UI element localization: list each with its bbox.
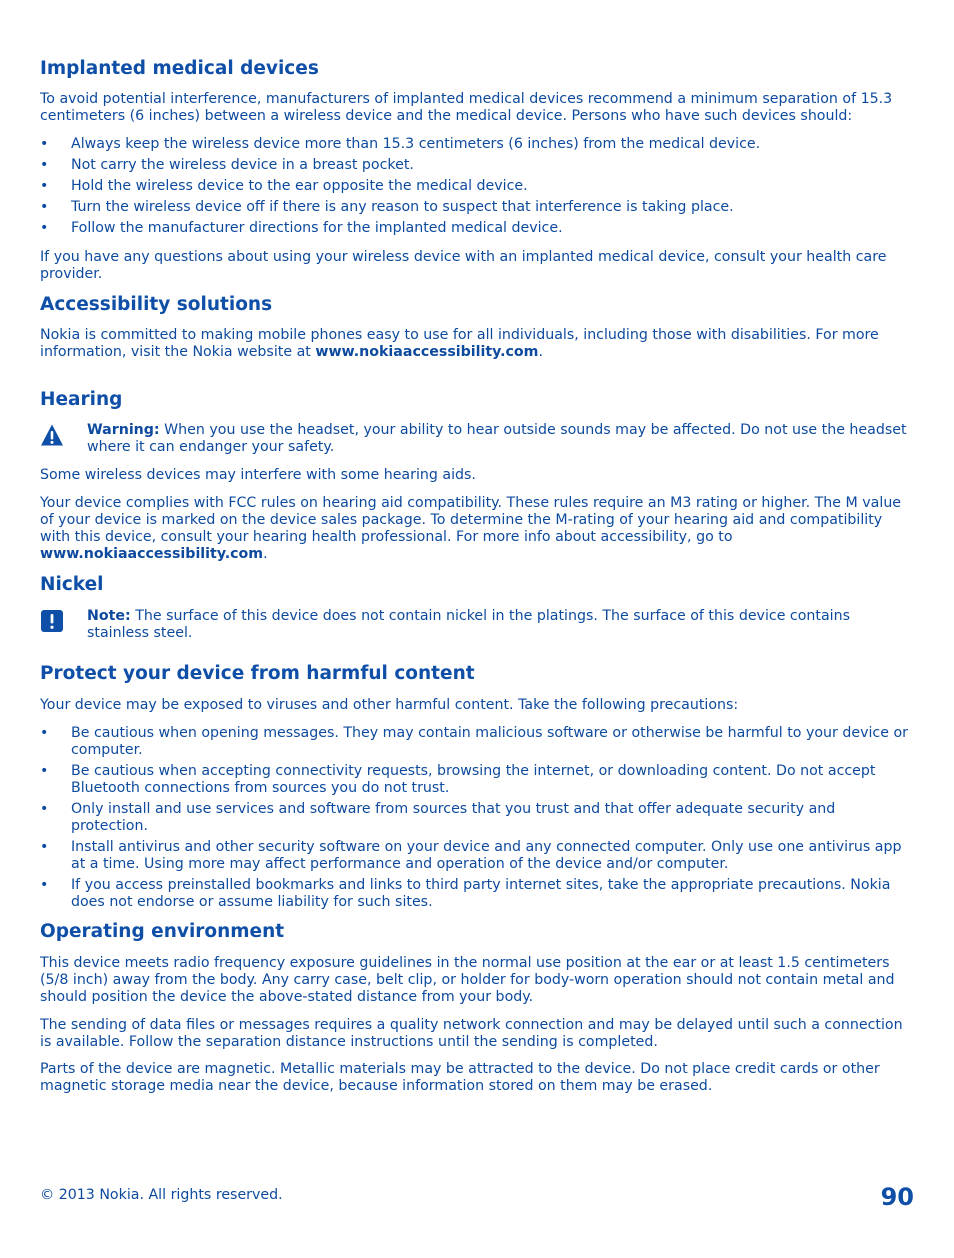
warning-body: When you use the headset, your ability to hear outside sounds may be affected. Do not use the headset where it can endanger your safety.: [87, 422, 907, 455]
heading-implanted-medical-devices: Implanted medical devices: [40, 58, 319, 79]
operating-p2: The sending of data files or messages requires a quality network connection and may be delayed until such a connection is available. Follow the separation distance instructions until the sending is completed.: [40, 1017, 903, 1050]
heading-accessibility-solutions: Accessibility solutions: [40, 294, 273, 315]
warning-label: Warning:: [87, 422, 160, 438]
operating-p3: Parts of the device are magnetic. Metallic materials may be attracted to the device. Do not place credit cards or other magnetic storage media near the device, because information stored on them may be erased.: [40, 1061, 880, 1094]
list-item: • Be cautious when accepting connectivity requests, browsing the internet, or downloading content. Do not accept Bluetooth connections from sources you do not trust.: [40, 763, 916, 797]
hearing-p2-body: Your device complies with FCC rules on hearing aid compatibility. These rules require an M3 rating or higher. The M value of your device is marked on the device sales package. To determine the M-rating of your hearing aid and compatibility with this device, consult your hearing health professional. For more info about accessibility, go to: [40, 495, 902, 545]
footer-copyright: © 2013 Nokia. All rights reserved.: [40, 1187, 283, 1203]
hearing-p2-end: .: [263, 546, 268, 562]
accessibility-end: .: [538, 344, 543, 360]
list-item: • Not carry the wireless device in a breast pocket.: [40, 157, 916, 174]
implanted-outro: If you have any questions about using your wireless device with an implanted medical device, consult your health care provider.: [40, 249, 887, 282]
list-item: • Turn the wireless device off if there is any reason to suspect that interference is taking place.: [40, 199, 916, 216]
hearing-p2: [40, 495, 916, 563]
heading-hearing: Hearing: [40, 389, 123, 410]
list-item: • If you access preinstalled bookmarks and links to third party internet sites, take the appropriate precautions. Nokia does not endorse or assume liability for such sites.: [40, 877, 916, 911]
list-item: • Follow the manufacturer directions for the implanted medical device.: [40, 220, 916, 237]
nickel-note-callout: [40, 608, 916, 642]
list-item: • Always keep the wireless device more than 15.3 centimeters (6 inches) from the medical device.: [40, 136, 916, 153]
heading-protect-device: Protect your device from harmful content: [40, 663, 475, 684]
list-item: • Only install and use services and software from sources that you trust and that offer adequate security and protection.: [40, 801, 916, 835]
exclamation-note-icon: [40, 609, 64, 633]
heading-operating-environment: Operating environment: [40, 921, 285, 942]
protect-bullet-list: [40, 725, 916, 915]
accessibility-link[interactable]: www.nokiaaccessibility.com: [315, 344, 539, 360]
hearing-p1: Some wireless devices may interfere with some hearing aids.: [40, 467, 476, 483]
operating-p1: This device meets radio frequency exposure guidelines in the normal use position at the ear or at least 1.5 centimeters (5/8 inch) away from the body. Any carry case, belt clip, or holder for body-worn operation should not contain metal and should position the device the above-stated distance from your body.: [40, 955, 895, 1005]
list-item: • Hold the wireless device to the ear opposite the medical device.: [40, 178, 916, 195]
implanted-bullet-list: [40, 136, 916, 241]
note-body: The surface of this device does not contain nickel in the platings. The surface of this device contains stainless steel.: [87, 608, 850, 641]
list-item: • Be cautious when opening messages. They may contain malicious software or otherwise be harmful to your device or computer.: [40, 725, 916, 759]
note-label: Note:: [87, 608, 131, 624]
accessibility-text: [40, 327, 916, 361]
page-number: 90: [880, 1183, 914, 1211]
hearing-link[interactable]: www.nokiaaccessibility.com: [40, 546, 264, 562]
hearing-warning-callout: [40, 422, 916, 456]
list-item: • Install antivirus and other security software on your device and any connected computer. Only use one antivirus app at a time. Using more may affect performance and operation of the device and/or computer.: [40, 839, 916, 873]
warning-triangle-icon: [40, 423, 64, 447]
protect-intro: Your device may be exposed to viruses and other harmful content. Take the following precautions:: [40, 697, 739, 713]
accessibility-body: Nokia is committed to making mobile phones easy to use for all individuals, including those with disabilities. For more information, visit the Nokia website at: [40, 327, 879, 360]
heading-nickel: Nickel: [40, 574, 104, 595]
warning-text: [87, 422, 916, 456]
implanted-intro: To avoid potential interference, manufacturers of implanted medical devices recommend a minimum separation of 15.3 centimeters (6 inches) between a wireless device and the medical device. Persons who have such devices should:: [40, 91, 893, 124]
note-text: [87, 608, 916, 642]
